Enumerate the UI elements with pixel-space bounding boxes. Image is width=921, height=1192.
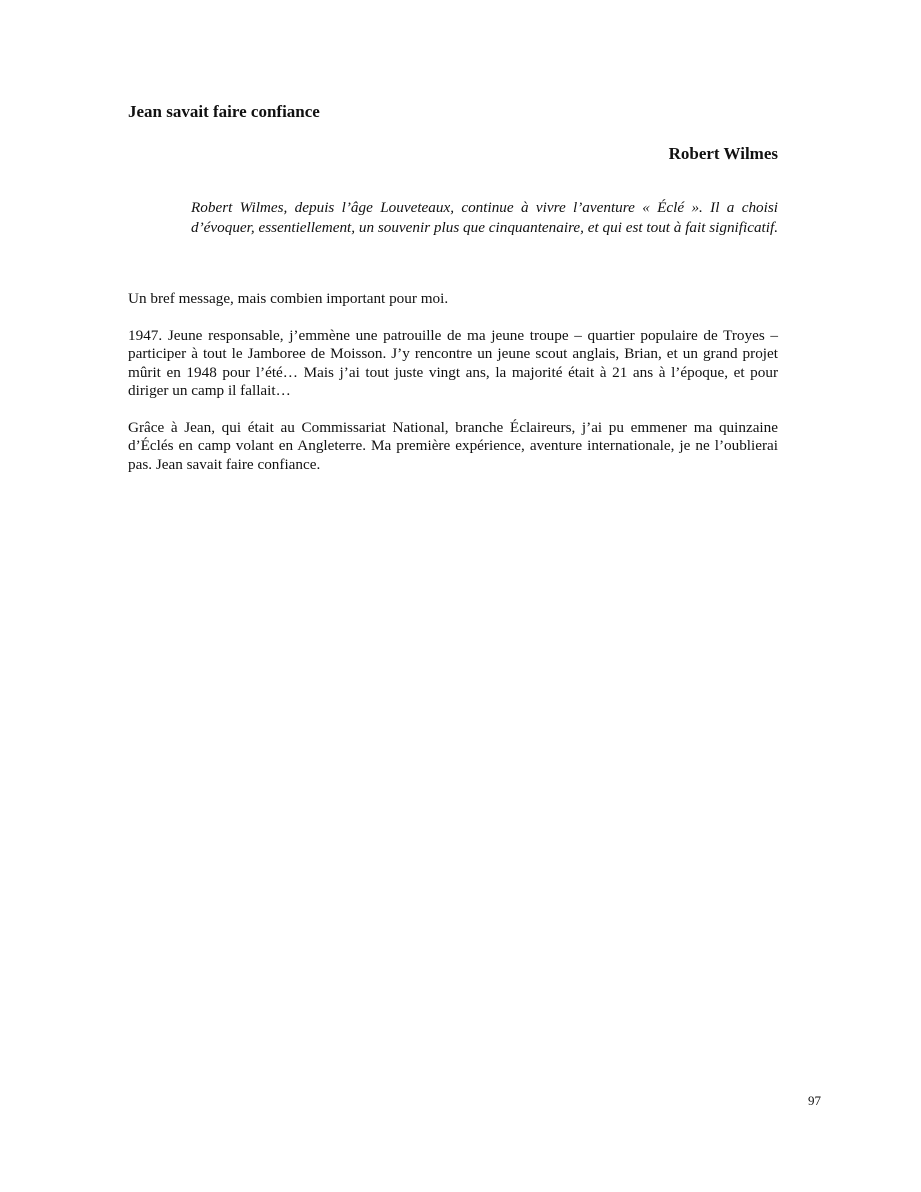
body-paragraph: Un bref message, mais combien important pour moi. [128,290,449,307]
body-paragraph: Grâce à Jean, qui était au Commissariat National, branche Éclaireurs, j’ai pu emmener ma quinzaine d’Éclés en camp volant en Angleterre. Ma première expérience, aventure internationale, je ne l’oublierai pas. Jean savait faire confiance. [128,418,778,473]
article-author: Robert Wilmes [668,144,778,163]
page-number: 97 [808,1093,821,1108]
article-body [128,290,778,492]
article-intro: Robert Wilmes, depuis l’âge Louveteaux, continue à vivre l’aventure « Éclé ». Il a choisi d’évoquer, essentiellement, un souvenir plus que cinquantenaire, et qui est tout à fait significatif. [191,199,779,236]
article-title: Jean savait faire confiance [128,102,320,121]
body-paragraph: 1947. Jeune responsable, j’emmène une patrouille de ma jeune troupe – quartier populaire de Troyes – participer à tout le Jamboree de Moisson. J’y rencontre un jeune scout anglais, Brian, et un grand projet mûrit en 1948 pour l’été… Mais j’ai tout juste vingt ans, la majorité était à 21 ans à l’époque, et pour diriger un camp il fallait… [128,326,778,399]
